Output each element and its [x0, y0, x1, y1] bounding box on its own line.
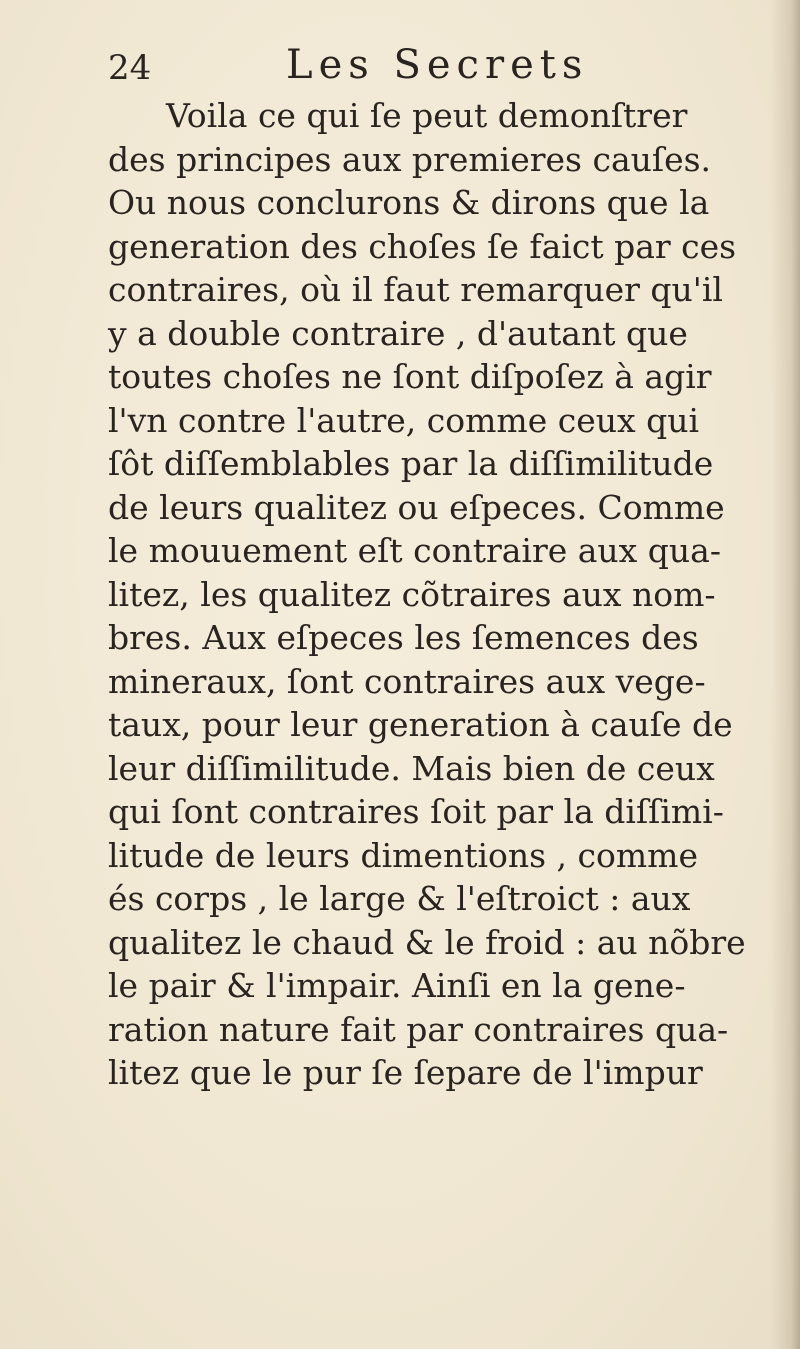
- text-line: bres. Aux eſpeces les ſemences des: [108, 618, 699, 657]
- text-line: mineraux, ſont contraires aux vege-: [108, 661, 706, 701]
- text-line: litude de leurs dimentions , comme: [108, 835, 699, 875]
- text-line: taux, pour leur generation à cauſe de: [108, 705, 733, 744]
- text-line: y a double contraire , d'autant que: [108, 313, 688, 353]
- text-line: contraires, où il faut remarquer qu'il: [108, 270, 723, 309]
- text-line: des principes aux premieres cauſes.: [108, 139, 712, 179]
- text-line: le mouuement eſt contraire aux qua-: [108, 531, 721, 570]
- text-line: le pair & l'impair. Ainſi en la gene-: [108, 966, 686, 1005]
- text-line: ſôt diſſemblables par la diſſimilitude: [108, 444, 714, 483]
- page-number: 24: [108, 48, 152, 88]
- text-line: ration nature fait par contraires qua-: [108, 1009, 729, 1049]
- text-line: toutes choſes ne ſont diſpoſez à agir: [108, 357, 712, 396]
- text-line: leur diſſimilitude. Mais bien de ceux: [108, 748, 715, 788]
- text-line: litez, les qualitez cõtraires aux nom-: [108, 574, 716, 614]
- text-line: Voila ce qui ſe peut demonſtrer: [166, 96, 688, 135]
- text-line: qualitez le chaud & le froid : au nõbre: [108, 922, 746, 962]
- body-text: [108, 94, 798, 1095]
- text-line: generation des choſes ſe faict par ces: [108, 226, 737, 266]
- text-line: és corps , le large & l'eſtroict : aux: [108, 879, 691, 918]
- text-line: Ou nous conclurons & dirons que la: [108, 183, 710, 222]
- text-line: qui ſont contraires ſoit par la diſſimi-: [108, 792, 724, 831]
- text-line: l'vn contre l'autre, comme ceux qui: [108, 400, 700, 440]
- text-line: de leurs qualitez ou eſpeces. Comme: [108, 487, 725, 527]
- text-line: litez que le pur ſe ſepare de l'impur: [108, 1053, 703, 1092]
- running-head: Les Secrets: [286, 42, 589, 88]
- page-header: [108, 38, 668, 98]
